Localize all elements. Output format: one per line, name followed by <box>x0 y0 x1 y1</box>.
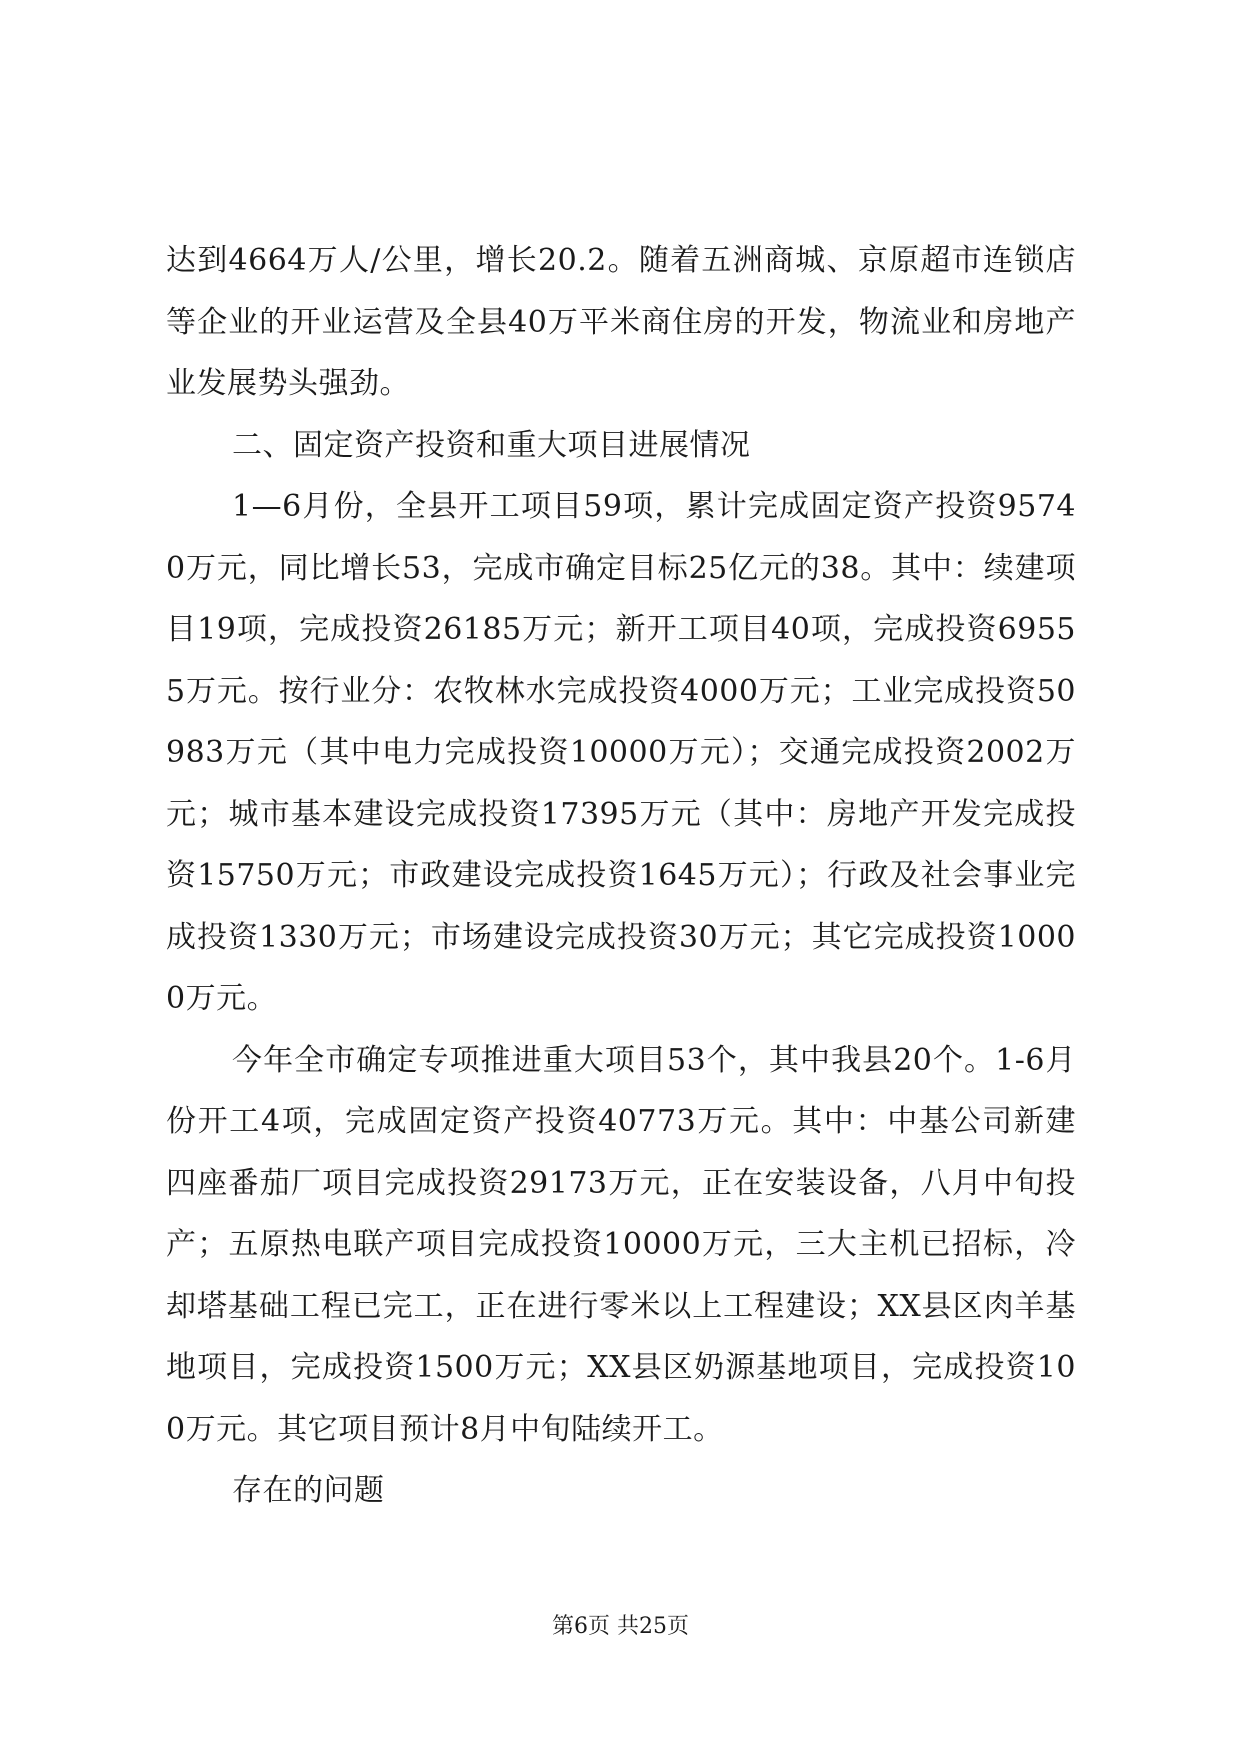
section-heading-fixed-asset-investment: 二、固定资产投资和重大项目进展情况 <box>232 427 751 463</box>
paragraph-major-projects: 今年全市确定专项推进重大项目53个，其中我县20个。1-6月份开工4项，完成固定资产投资40773万元。其中：中基公司新建四座番茄厂项目完成投资29173万元，正在安装设备，八月中旬投产；五原热电联产项目完成投资10000万元，三大主机已招标，冷却塔基础工程已完工，正在进行零米以上工程建设；XX县区肉羊基地项目，完成投资1500万元；XX县区奶源基地项目，完成投资100万元。其它项目预计8月中旬陆续开工。 <box>166 1042 1076 1447</box>
paragraph-1: 达到4664万人/公里，增长20.2。随着五洲商城、京原超市连锁店等企业的开业运营及全县40万平米商住房的开发，物流业和房地产业发展势头强劲。 <box>166 243 1076 401</box>
paragraph-investment-summary: 1—6月份，全县开工项目59项，累计完成固定资产投资95740万元，同比增长53，完成市确定目标25亿元的38。其中：续建项目19项，完成投资26185万元；新开工项目40项，完成投资69555万元。按行业分：农牧林水完成投资4000万元；工业完成投资50983万元（其中电力完成投资10000万元）；交通完成投资2002万元；城市基本建设完成投资17395万元（其中：房地产开发完成投资15750万元；市政建设完成投资1645万元）；行政及社会事业完成投资1330万元；市场建设完成投资30万元；其它完成投资10000万元。 <box>166 489 1076 1016</box>
page-number-footer: 第6页 共25页 <box>552 1614 689 1639</box>
document-body <box>166 230 1076 1522</box>
section-heading-problems: 存在的问题 <box>232 1473 385 1508</box>
